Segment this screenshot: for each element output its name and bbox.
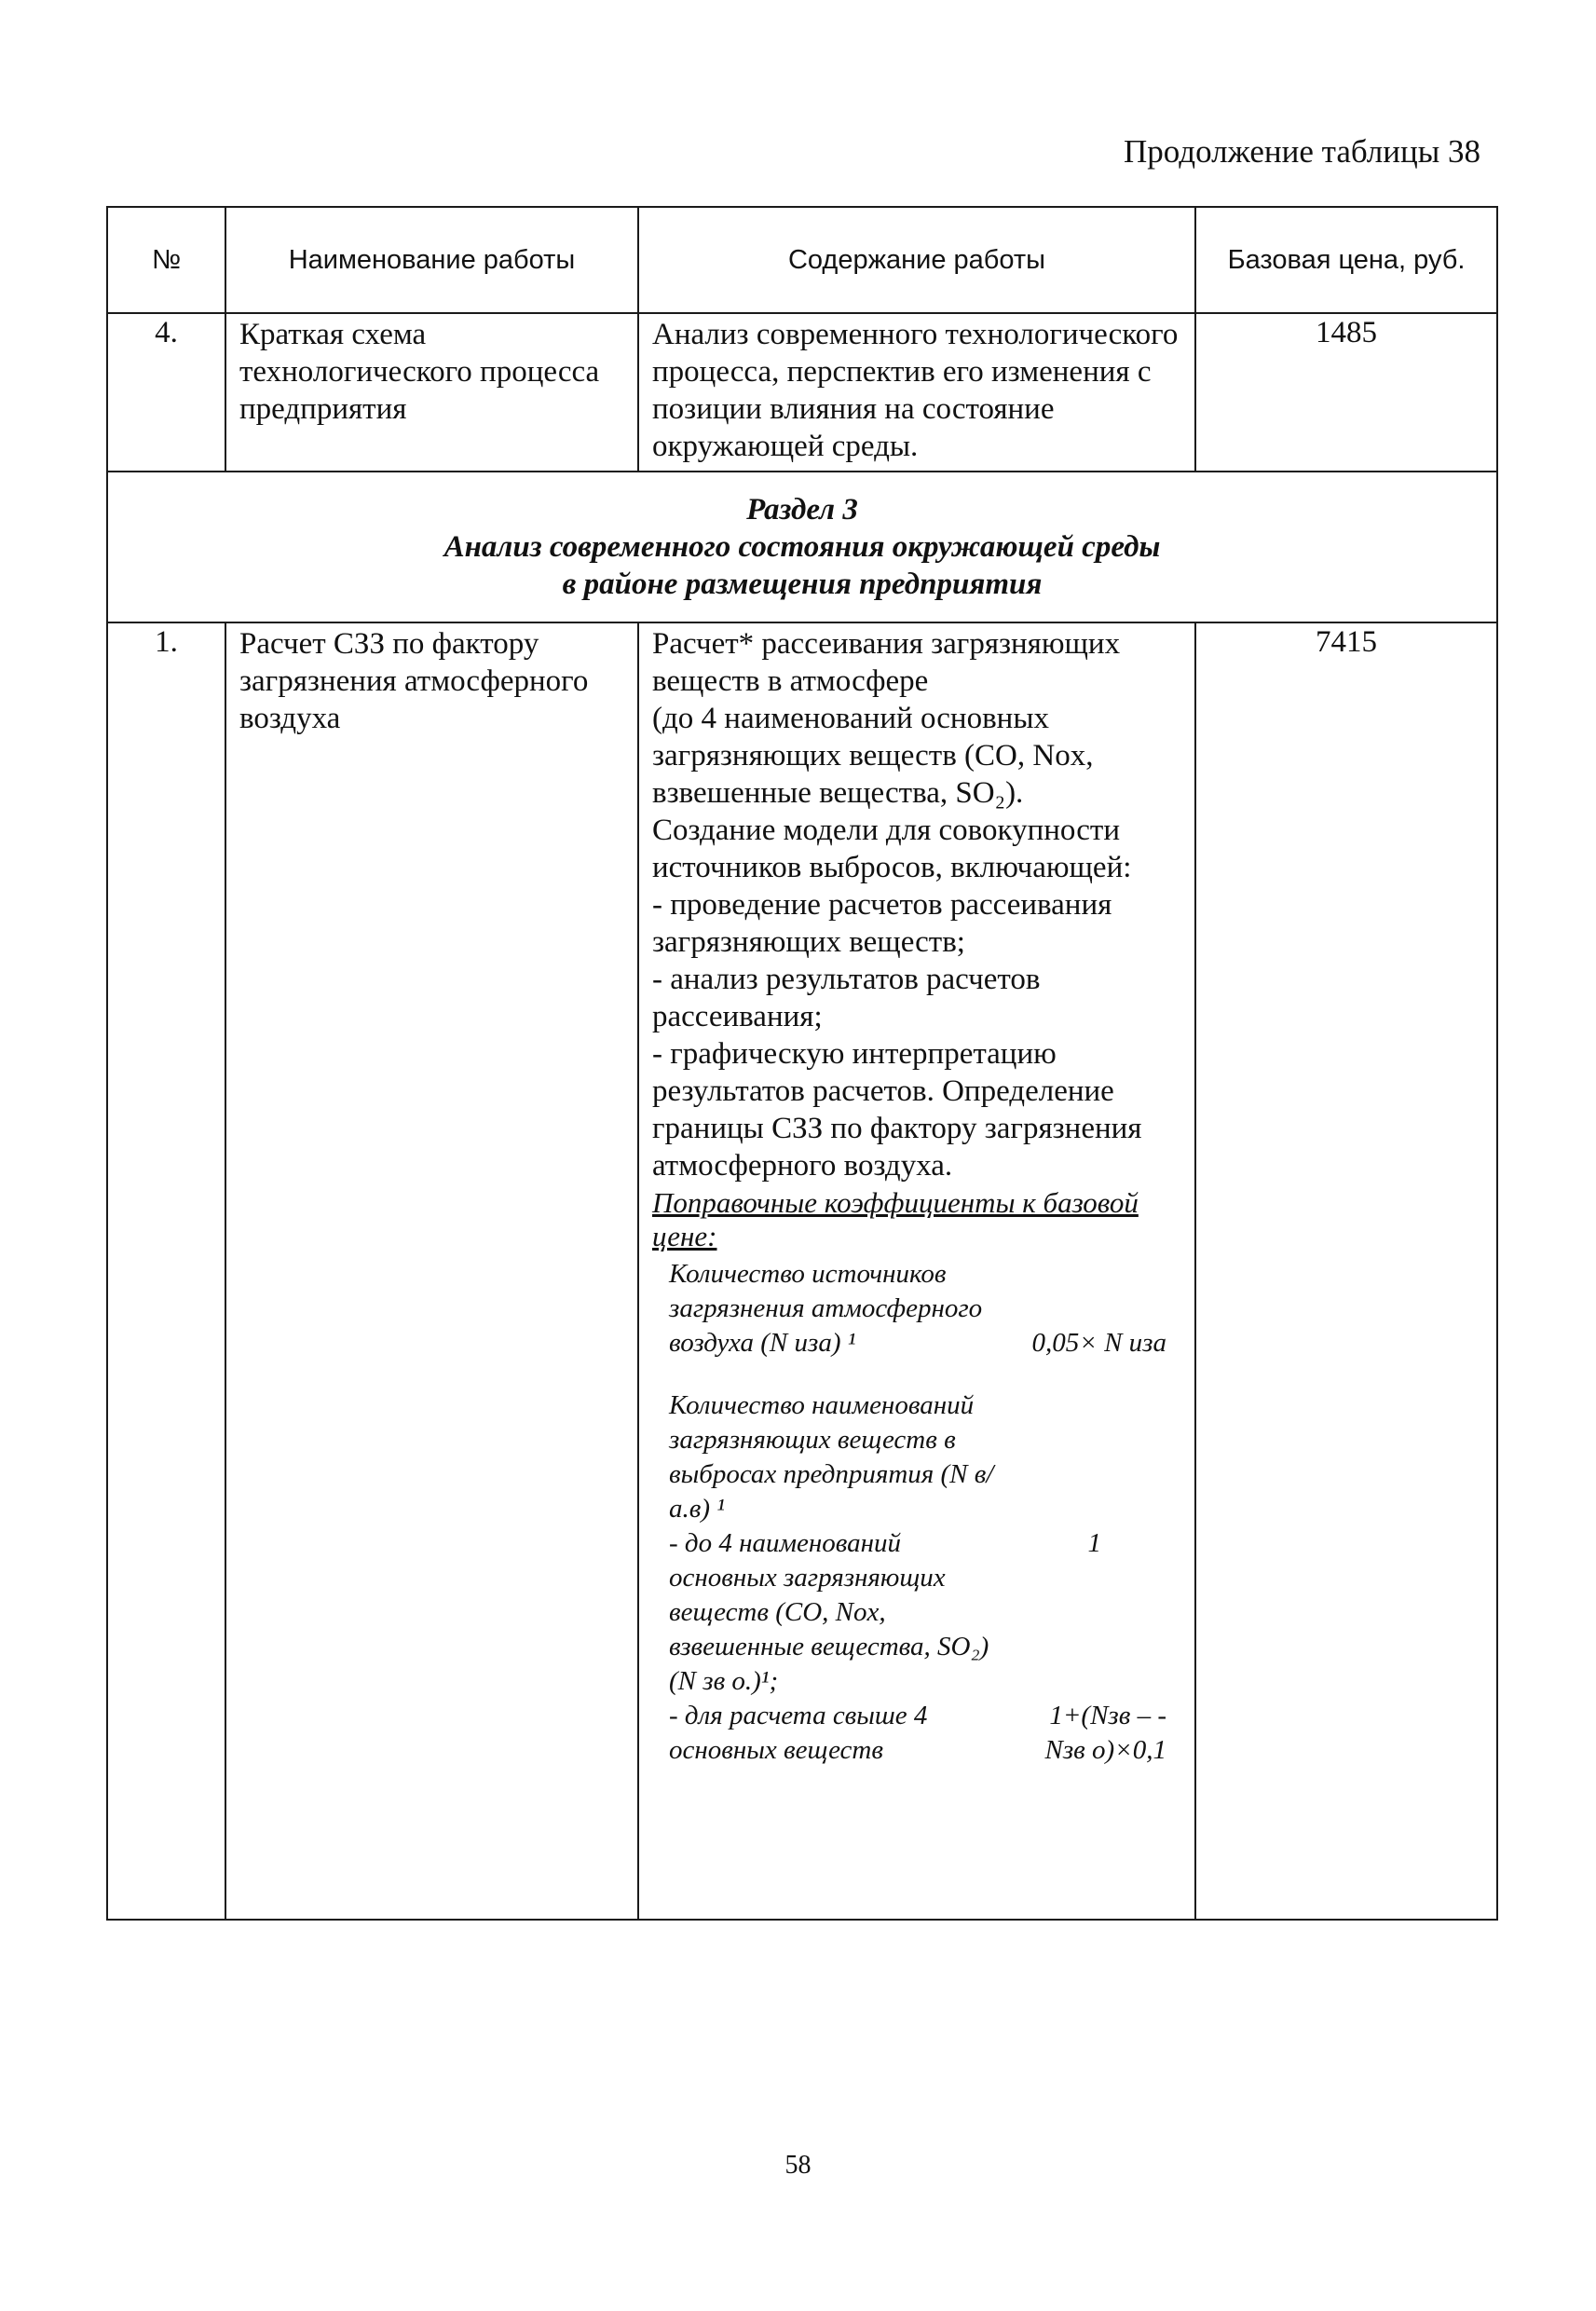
coefficients-list: [652, 1257, 1185, 1768]
coefficient-item: [669, 1388, 1185, 1526]
coefficient-value: 1+(Nзв – - Nзв о)×0,1: [1044, 1701, 1166, 1765]
coefficient-label: Количество источников загрязнения атмосферного воздуха (N иза) ¹: [669, 1259, 983, 1358]
header-price: Базовая цена, руб.: [1195, 207, 1497, 313]
row-work-content: [639, 623, 1194, 1773]
price-table: [106, 206, 1498, 1921]
row-price: 7415: [1195, 622, 1497, 1920]
coefficient-label: - до 4 наименований основных загрязняющих веществ (СО, Nox, взвешенные вещества, SO₂) (N зв о.)¹;: [669, 1528, 989, 1696]
row-work-content: Анализ современного технологического процесса, перспектив его изменения с позиции влияния на состояние окружающей среды.: [652, 318, 1179, 463]
row-work-name: Краткая схема технологического процесса предприятия: [239, 318, 600, 426]
coefficient-label: Количество наименований загрязняющих веществ в выбросах предприятия (N в/а.в) ¹: [669, 1390, 994, 1524]
table-continuation-caption: Продолжение таблицы 38: [1124, 133, 1480, 170]
row-work-name: Расчет СЗЗ по фактору загрязнения атмосферного воздуха: [239, 627, 589, 735]
section-title: Раздел 3: [746, 493, 858, 526]
table-header-row: [107, 207, 1497, 313]
row-price: 1485: [1195, 313, 1497, 472]
coefficient-label: - для расчета свыше 4 основных веществ: [669, 1701, 928, 1765]
coefficient-value: 1: [1087, 1528, 1101, 1558]
section-row: [107, 472, 1497, 622]
row-num: 4.: [107, 313, 225, 472]
content-paragraph: Расчет* рассеивания загрязняющих веществ в атмосфере: [652, 627, 1121, 698]
page-number: 58: [784, 2151, 812, 2180]
content-paragraph: Создание модели для совокупности источников выбросов, включающей:: [652, 814, 1132, 884]
content-paragraph: - проведение расчетов рассеивания загрязняющих веществ;: [652, 888, 1112, 959]
content-paragraph: - графическую интерпретацию результатов расчетов. Определение границы СЗЗ по фактору загрязнения атмосферного воздуха.: [652, 1037, 1142, 1183]
section-subtitle-1: Анализ современного состояния окружающей среды: [443, 530, 1161, 564]
coefficient-item: [669, 1526, 1185, 1699]
coefficients-title: Поправочные коэффициенты к базовой цене:: [652, 1186, 1139, 1252]
table-row: [107, 622, 1497, 1920]
coefficient-item: [669, 1257, 1185, 1361]
coefficient-item: [669, 1699, 1185, 1768]
content-paragraph: - анализ результатов расчетов рассеивания;: [652, 963, 1041, 1033]
table-row: [107, 313, 1497, 472]
header-content: Содержание работы: [638, 207, 1195, 313]
row-num: 1.: [107, 622, 225, 1920]
header-name: Наименование работы: [225, 207, 638, 313]
content-paragraph: (до 4 наименований основных загрязняющих веществ (СО, Nox, взвешенные вещества, SO₂).: [652, 702, 1094, 810]
coefficient-value: 0,05× N иза: [1031, 1328, 1166, 1358]
section-subtitle-2: в районе размещения предприятия: [562, 567, 1043, 601]
header-num: №: [107, 207, 225, 313]
